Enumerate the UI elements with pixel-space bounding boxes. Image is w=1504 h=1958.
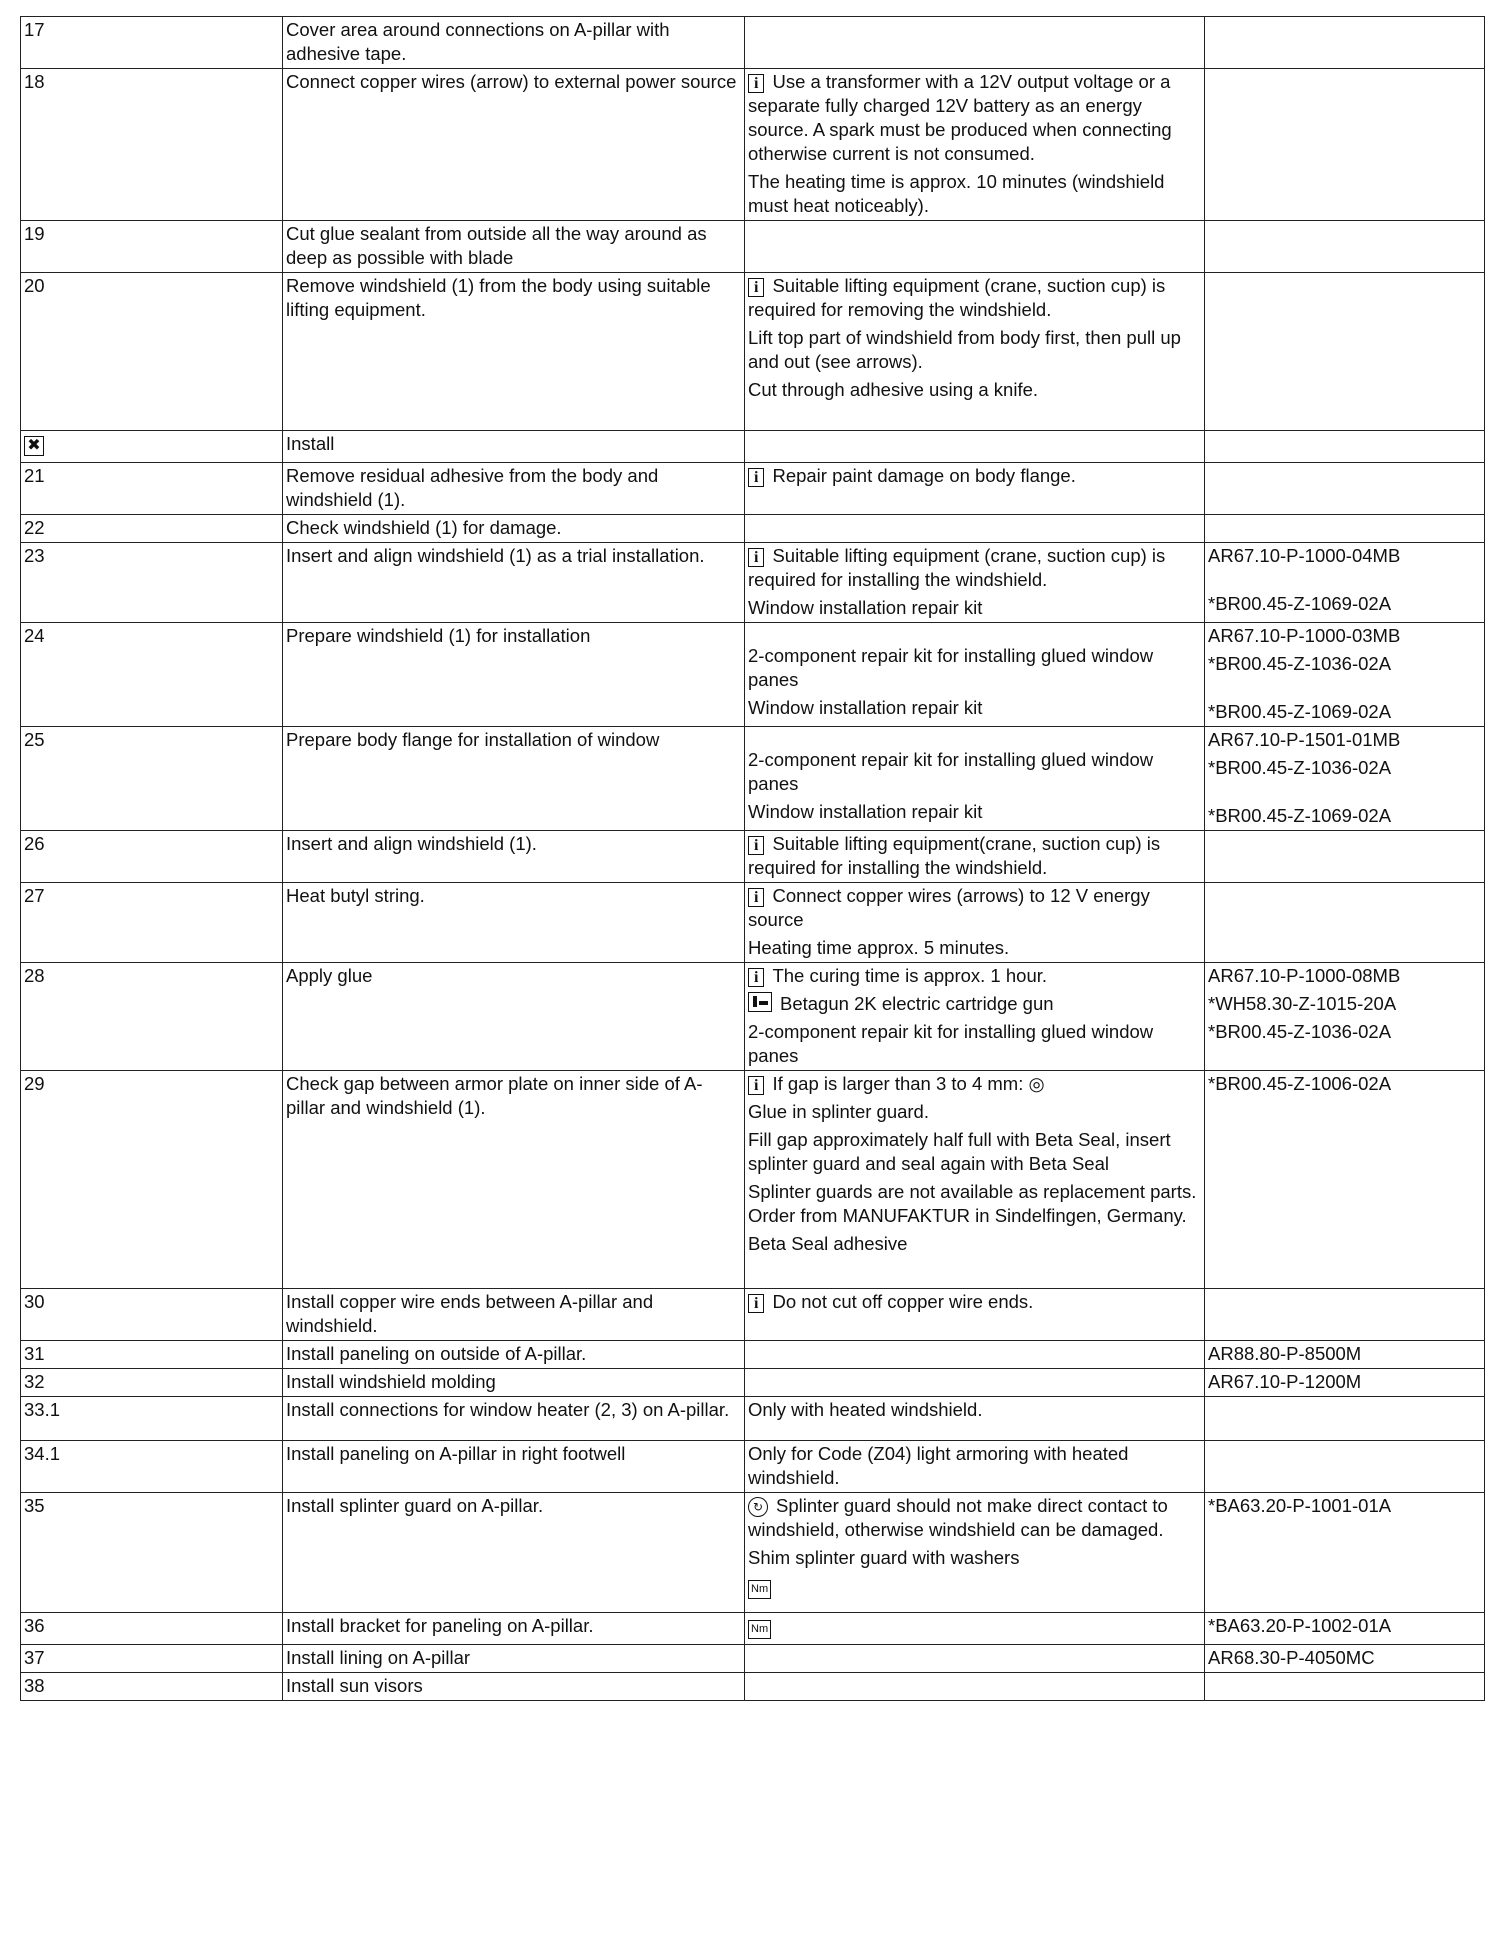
step-number-cell: [21, 727, 283, 831]
table-row: [21, 727, 1485, 831]
step-number-cell: [21, 1645, 283, 1673]
step-notes-cell: [745, 1645, 1205, 1673]
note-text: The curing time is approx. 1 hour.: [772, 965, 1048, 986]
info-icon: i: [748, 1076, 764, 1095]
step-number: 30: [24, 1291, 45, 1312]
step-notes-cell: [745, 1441, 1205, 1493]
step-number-cell: [21, 1369, 283, 1397]
note-line: [748, 1614, 1200, 1639]
step-action-text: Install paneling on A-pillar in right footwell: [286, 1443, 626, 1464]
reference-link[interactable]: AR67.10-P-1200M: [1208, 1371, 1362, 1392]
note-text: Window installation repair kit: [748, 697, 983, 718]
table-row: [21, 1289, 1485, 1341]
reference-cell: [1205, 1289, 1485, 1341]
procedure-table: [20, 16, 1485, 1701]
step-action-text: Heat butyl string.: [286, 885, 425, 906]
step-number: 21: [24, 465, 45, 486]
step-action-text: Install splinter guard on A-pillar.: [286, 1495, 544, 1516]
reference-link: [1208, 680, 1480, 696]
note-text: Repair paint damage on body flange.: [772, 465, 1076, 486]
step-notes-cell: [745, 1289, 1205, 1341]
reference-cell: [1205, 831, 1485, 883]
info-icon: i: [748, 548, 764, 567]
step-number: 28: [24, 965, 45, 986]
step-action-text: Install copper wire ends between A-pillar and windshield.: [286, 1291, 654, 1336]
step-action-text: Install windshield molding: [286, 1371, 496, 1392]
reference-cell: [1205, 1673, 1485, 1701]
step-notes-cell: [745, 1397, 1205, 1441]
table-row: [21, 963, 1485, 1071]
table-row: [21, 1441, 1485, 1493]
step-number: 23: [24, 545, 45, 566]
step-number: 34.1: [24, 1443, 61, 1464]
info-icon: i: [748, 836, 764, 855]
reference-link: [1208, 572, 1480, 588]
step-notes-cell: [745, 221, 1205, 273]
step-action-cell: [283, 17, 745, 69]
step-number-cell: [21, 221, 283, 273]
step-action-cell: [283, 1673, 745, 1701]
step-number-cell: [21, 1341, 283, 1369]
note-line: [748, 964, 1200, 988]
procedure-table-body: [21, 17, 1485, 1701]
step-number-cell: [21, 1673, 283, 1701]
step-action-cell: [283, 273, 745, 431]
reference-cell: [1205, 1369, 1485, 1397]
note-line: [748, 1232, 1200, 1256]
note-text: Suitable lifting equipment(crane, suction cup) is required for installing the windshield.: [748, 833, 1161, 878]
step-action-text: Cut glue sealant from outside all the way around as deep as possible with blade: [286, 223, 707, 268]
step-number-cell: [21, 1071, 283, 1289]
note-text: Do not cut off copper wire ends.: [772, 1291, 1034, 1312]
note-line: [748, 936, 1200, 960]
step-action-cell: [283, 221, 745, 273]
step-number-cell: [21, 1441, 283, 1493]
reference-cell: [1205, 17, 1485, 69]
step-number-cell: [21, 1613, 283, 1645]
step-action-cell: [283, 1289, 745, 1341]
note-line: [748, 1290, 1200, 1314]
step-number: 24: [24, 625, 45, 646]
step-number: 26: [24, 833, 45, 854]
step-action-text: Install connections for window heater (2, 3) on A-pillar.: [286, 1399, 730, 1420]
note-line: [748, 644, 1200, 692]
note-line: [748, 274, 1200, 322]
note-text: Splinter guard should not make direct contact to windshield, otherwise windshield can be damaged.: [748, 1495, 1168, 1540]
step-action-text: Install lining on A-pillar: [286, 1647, 471, 1668]
step-action-cell: [283, 1397, 745, 1441]
step-number-cell: [21, 543, 283, 623]
info-icon: i: [748, 888, 764, 907]
step-notes-cell: [745, 831, 1205, 883]
table-row: [21, 273, 1485, 431]
reference-cell: [1205, 69, 1485, 221]
step-notes-cell: [745, 623, 1205, 727]
step-number-cell: [21, 963, 283, 1071]
table-row: [21, 431, 1485, 463]
note-line: [748, 696, 1200, 720]
table-row: [21, 1613, 1485, 1645]
table-row: [21, 515, 1485, 543]
reference-link[interactable]: AR68.30-P-4050MC: [1208, 1647, 1375, 1668]
note-text: Only for Code (Z04) light armoring with heated windshield.: [748, 1443, 1129, 1488]
step-number-cell: [21, 463, 283, 515]
step-notes-cell: [745, 69, 1205, 221]
step-action-text: Cover area around connections on A-pillar with adhesive tape.: [286, 19, 670, 64]
step-notes-cell: [745, 1613, 1205, 1645]
note-line: [748, 992, 1200, 1016]
note-line: [748, 378, 1200, 402]
reference-link[interactable]: *BR00.45-Z-1036-02A: [1208, 653, 1392, 674]
info-icon: i: [748, 968, 764, 987]
step-action-cell: [283, 963, 745, 1071]
step-action-text: Prepare body flange for installation of window: [286, 729, 660, 750]
table-row: [21, 17, 1485, 69]
reference-cell: [1205, 1613, 1485, 1645]
reference-link[interactable]: *BR00.45-Z-1036-02A: [1208, 757, 1392, 778]
note-text: Lift top part of windshield from body first, then pull up and out (see arrows).: [748, 327, 1181, 372]
info-icon: i: [748, 74, 764, 93]
note-line: [748, 1494, 1200, 1542]
table-row: [21, 623, 1485, 727]
note-line: [748, 326, 1200, 374]
step-action-text: Install paneling on outside of A-pillar.: [286, 1343, 587, 1364]
step-number: 31: [24, 1343, 45, 1364]
step-number-cell: [21, 1397, 283, 1441]
reference-link[interactable]: *BR00.45-Z-1069-02A: [1208, 593, 1392, 614]
caution-icon: ↻: [748, 1497, 768, 1517]
torque-icon: Nm: [748, 1620, 771, 1639]
reference-cell: [1205, 1341, 1485, 1369]
note-text: Cut through adhesive using a knife.: [748, 379, 1039, 400]
note-text: Heating time approx. 5 minutes.: [748, 937, 1010, 958]
step-action-text: Insert and align windshield (1).: [286, 833, 537, 854]
step-notes-cell: [745, 963, 1205, 1071]
note-text: Shim splinter guard with washers: [748, 1547, 1020, 1568]
reference-link[interactable]: *BA63.20-P-1002-01A: [1208, 1615, 1392, 1636]
step-action-cell: [283, 463, 745, 515]
step-action-cell: [283, 1493, 745, 1613]
note-text: Use a transformer with a 12V output voltage or a separate fully charged 12V battery as an energy source. A spark must be produced when connecting otherwise current is not consumed.: [748, 71, 1172, 164]
torque-icon: Nm: [748, 1580, 771, 1599]
note-text: Suitable lifting equipment (crane, suction cup) is required for removing the windshield.: [748, 275, 1166, 320]
table-row: [21, 883, 1485, 963]
note-text: 2-component repair kit for installing glued window panes: [748, 645, 1154, 690]
reference-cell: [1205, 623, 1485, 727]
reference-cell: [1205, 543, 1485, 623]
reference-link[interactable]: *BR00.45-Z-1069-02A: [1208, 805, 1392, 826]
step-action-cell: [283, 727, 745, 831]
reference-cell: [1205, 1441, 1485, 1493]
step-number: 36: [24, 1615, 45, 1636]
note-line: [748, 1128, 1200, 1176]
reference-link[interactable]: *BA63.20-P-1001-01A: [1208, 1495, 1392, 1516]
table-row: [21, 1397, 1485, 1441]
reference-cell: [1205, 727, 1485, 831]
install-icon: ✖: [24, 436, 44, 456]
step-number: 29: [24, 1073, 45, 1094]
table-row: [21, 543, 1485, 623]
step-number: 32: [24, 1371, 45, 1392]
step-number-cell: [21, 515, 283, 543]
step-notes-cell: [745, 543, 1205, 623]
reference-cell: [1205, 883, 1485, 963]
reference-cell: [1205, 1397, 1485, 1441]
table-row: [21, 1673, 1485, 1701]
step-number: 19: [24, 223, 45, 244]
reference-link[interactable]: AR88.80-P-8500M: [1208, 1343, 1362, 1364]
step-notes-cell: [745, 17, 1205, 69]
note-text: Only with heated windshield.: [748, 1399, 983, 1420]
step-number: 38: [24, 1675, 45, 1696]
reference-link[interactable]: AR67.10-P-1000-08MB: [1208, 965, 1401, 986]
step-action-cell: [283, 1645, 745, 1673]
step-number: 37: [24, 1647, 45, 1668]
note-text: Connect copper wires (arrows) to 12 V energy source: [748, 885, 1150, 930]
step-number: 20: [24, 275, 45, 296]
step-notes-cell: [745, 1493, 1205, 1613]
step-notes-cell: [745, 515, 1205, 543]
reference-cell: [1205, 1645, 1485, 1673]
note-line: [748, 884, 1200, 932]
step-number-cell: [21, 1289, 283, 1341]
step-notes-cell: [745, 431, 1205, 463]
step-number: 27: [24, 885, 45, 906]
reference-link[interactable]: AR67.10-P-1000-03MB: [1208, 625, 1401, 646]
step-action-cell: [283, 1441, 745, 1493]
note-text: 2-component repair kit for installing glued window panes: [748, 749, 1154, 794]
step-number-cell: [21, 883, 283, 963]
reference-cell: [1205, 431, 1485, 463]
step-action-cell: [283, 1341, 745, 1369]
table-row: [21, 1369, 1485, 1397]
step-notes-cell: [745, 273, 1205, 431]
step-action-cell: [283, 1613, 745, 1645]
note-line: [748, 800, 1200, 824]
note-line: [748, 70, 1200, 166]
table-row: [21, 1493, 1485, 1613]
note-line: [748, 1574, 1200, 1599]
table-row: [21, 1645, 1485, 1673]
note-text: If gap is larger than 3 to 4 mm: ◎: [772, 1073, 1045, 1094]
step-action-cell: [283, 831, 745, 883]
note-text: Window installation repair kit: [748, 801, 983, 822]
note-text: Splinter guards are not available as replacement parts. Order from MANUFAKTUR in Sindelfingen, Germany.: [748, 1181, 1197, 1226]
step-action-cell: [283, 69, 745, 221]
step-notes-cell: [745, 1673, 1205, 1701]
step-number: 35: [24, 1495, 45, 1516]
note-text: Fill gap approximately half full with Beta Seal, insert splinter guard and seal again with Beta Seal: [748, 1129, 1171, 1174]
note-text: The heating time is approx. 10 minutes (windshield must heat noticeably).: [748, 171, 1165, 216]
step-number: 25: [24, 729, 45, 750]
note-line: [748, 1100, 1200, 1124]
reference-cell: [1205, 221, 1485, 273]
note-line: [748, 748, 1200, 796]
note-text: Beta Seal adhesive: [748, 1233, 908, 1254]
step-action-text: Apply glue: [286, 965, 373, 986]
step-notes-cell: [745, 1341, 1205, 1369]
note-line: [748, 624, 1200, 640]
note-line: [748, 596, 1200, 620]
step-action-text: Insert and align windshield (1) as a trial installation.: [286, 545, 705, 566]
step-number-cell: [21, 17, 283, 69]
table-row: [21, 1341, 1485, 1369]
step-action-text: Prepare windshield (1) for installation: [286, 625, 591, 646]
step-number-cell: [21, 69, 283, 221]
note-line: [748, 1180, 1200, 1228]
step-notes-cell: [745, 883, 1205, 963]
note-text: Window installation repair kit: [748, 597, 983, 618]
step-number-cell: [21, 1493, 283, 1613]
info-icon: i: [748, 278, 764, 297]
reference-cell: [1205, 273, 1485, 431]
table-row: [21, 69, 1485, 221]
step-action-text: Remove residual adhesive from the body and windshield (1).: [286, 465, 659, 510]
reference-cell: [1205, 515, 1485, 543]
reference-link[interactable]: AR67.10-P-1501-01MB: [1208, 729, 1401, 750]
note-text: Betagun 2K electric cartridge gun: [780, 993, 1054, 1014]
step-number: 22: [24, 517, 45, 538]
note-text: Glue in splinter guard.: [748, 1101, 929, 1122]
step-action-cell: [283, 543, 745, 623]
note-text: 2-component repair kit for installing glued window panes: [748, 1021, 1154, 1066]
step-notes-cell: [745, 463, 1205, 515]
reference-cell: [1205, 1071, 1485, 1289]
table-row: [21, 1071, 1485, 1289]
step-number: 18: [24, 71, 45, 92]
special-tool-icon: [748, 992, 772, 1012]
step-notes-cell: [745, 1369, 1205, 1397]
reference-link[interactable]: AR67.10-P-1000-04MB: [1208, 545, 1401, 566]
step-action-cell: [283, 1071, 745, 1289]
step-action-text: Install sun visors: [286, 1675, 423, 1696]
step-notes-cell: [745, 727, 1205, 831]
note-line: [748, 1442, 1200, 1490]
step-action-text: Connect copper wires (arrow) to external power source: [286, 71, 737, 92]
step-number: 33.1: [24, 1399, 61, 1420]
note-text: Suitable lifting equipment (crane, suction cup) is required for installing the windshield.: [748, 545, 1166, 590]
step-number-cell: [21, 273, 283, 431]
table-row: [21, 463, 1485, 515]
step-action-cell: [283, 515, 745, 543]
step-action-cell: [283, 431, 745, 463]
note-line: [748, 1398, 1200, 1422]
table-row: [21, 831, 1485, 883]
step-action-text: Install: [286, 433, 335, 454]
note-line: [748, 170, 1200, 218]
reference-link[interactable]: *BR00.45-Z-1036-02A: [1208, 1021, 1392, 1042]
step-number: 17: [24, 19, 45, 40]
reference-cell: [1205, 963, 1485, 1071]
note-line: [748, 1546, 1200, 1570]
table-row: [21, 221, 1485, 273]
step-number-cell: [21, 623, 283, 727]
reference-link: [1208, 784, 1480, 800]
info-icon: i: [748, 1294, 764, 1313]
step-action-text: Check gap between armor plate on inner side of A-pillar and windshield (1).: [286, 1073, 703, 1118]
reference-link[interactable]: *BR00.45-Z-1006-02A: [1208, 1073, 1392, 1094]
reference-cell: [1205, 463, 1485, 515]
step-action-text: Remove windshield (1) from the body using suitable lifting equipment.: [286, 275, 711, 320]
step-notes-cell: [745, 1071, 1205, 1289]
step-action-text: Install bracket for paneling on A-pillar.: [286, 1615, 594, 1636]
note-line: [748, 728, 1200, 744]
reference-link[interactable]: *BR00.45-Z-1069-02A: [1208, 701, 1392, 722]
reference-cell: [1205, 1493, 1485, 1613]
note-line: [748, 464, 1200, 488]
step-action-cell: [283, 883, 745, 963]
step-action-cell: [283, 1369, 745, 1397]
note-line: [748, 1020, 1200, 1068]
step-action-cell: [283, 623, 745, 727]
step-action-text: Check windshield (1) for damage.: [286, 517, 562, 538]
reference-link[interactable]: *WH58.30-Z-1015-20A: [1208, 993, 1397, 1014]
step-number-cell: [21, 831, 283, 883]
step-number-cell: [21, 431, 283, 463]
info-icon: i: [748, 468, 764, 487]
note-line: [748, 544, 1200, 592]
note-line: [748, 832, 1200, 880]
note-line: [748, 1072, 1200, 1096]
